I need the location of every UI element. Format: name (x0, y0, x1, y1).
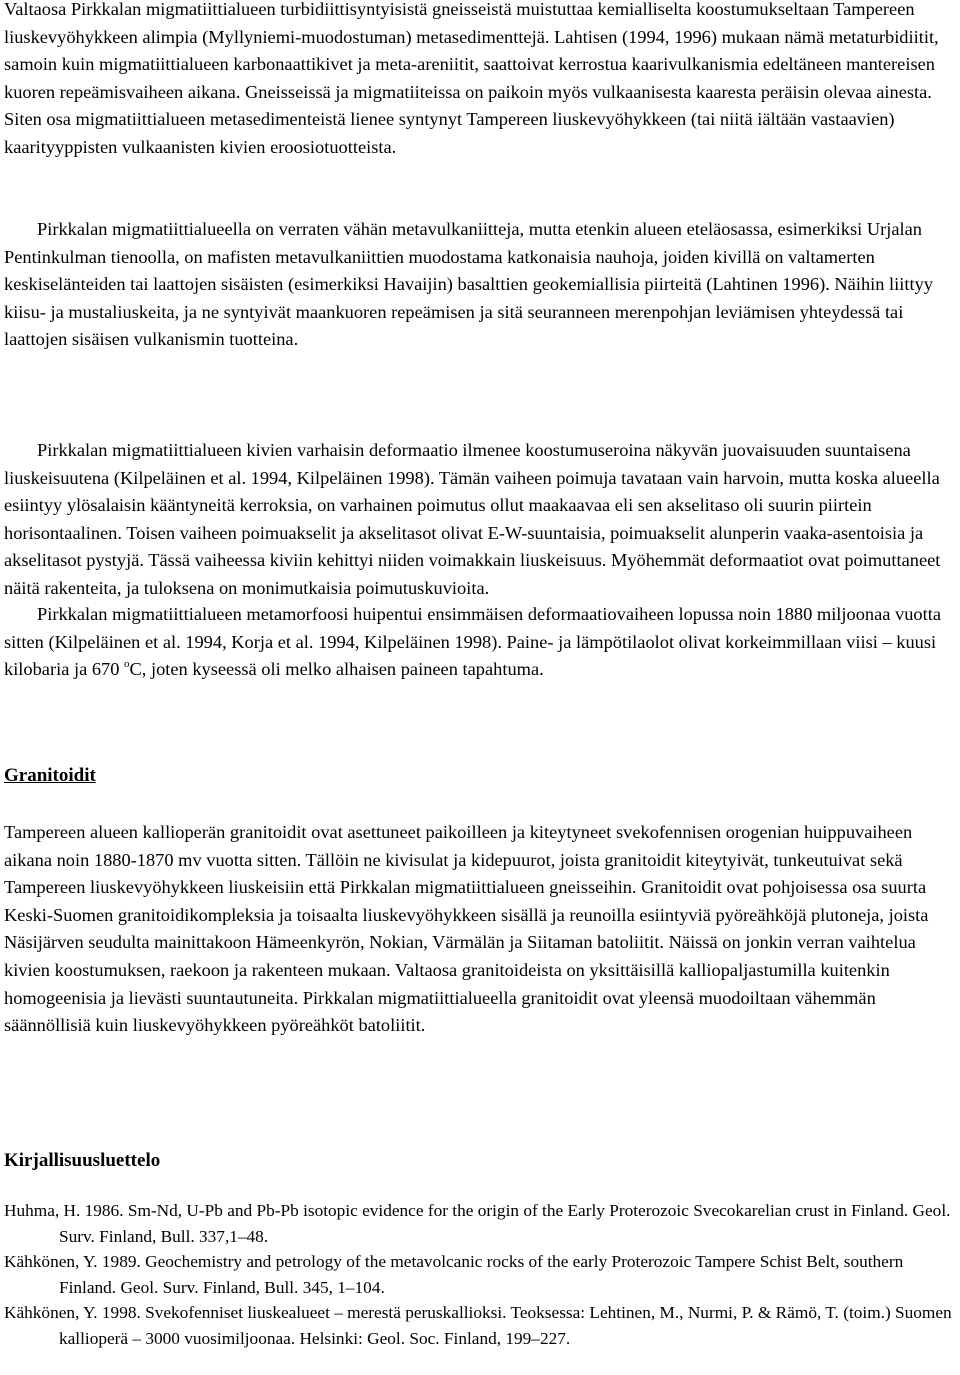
intro-paragraph-1: Valtaosa Pirkkalan migmatiittialueen turbidiittisyntyisistä gneisseistä muistuttaa kemialliselta koostumukseltaan Tampereen liuskevyöhykkeen alimpia (Myllyniemi-muodostuman) metasedimenttejä. Lahtisen (1994, 1996) mukaan nämä metaturbidiitit, samoin kuin migmatiittialueen karbonaattikivet ja meta-areniitit, saattoivat kerrostua kaarivulkanismia edeltäneen mantereisen kuoren repeämisvaiheen aikana. Gneisseissä ja migmatiiteissa on paikoin myös vulkaanisesta kaaresta peräisin olevaa ainesta. Siten osa migmatiittialueen metasedimenteistä lienee syntynyt Tampereen liuskevyöhykkeen (tai niitä iältään vastaavien) kaarityyppisten vulkaanisten kivien eroosiotuotteista. (4, 0, 939, 157)
reference-item: Huhma, H. 1986. Sm-Nd, U-Pb and Pb-Pb isotopic evidence for the origin of the Early Proterozoic Svecokarelian crust in Finland. Geol. Surv. Finland, Bull. 337,1–48. (4, 1201, 951, 1246)
intro-paragraph-4-text-b: C, joten kyseessä oli melko alhaisen paineen tapahtuma. (129, 659, 544, 680)
reference-item: Kähkönen, Y. 1998. Svekofenniset liuskealueet – merestä peruskallioksi. Teoksessa: Lehtinen, M., Nurmi, P. & Rämö, T. (toim.) Suomen kallioperä – 3000 vuosimiljoonaa. Helsinki: Geol. Soc. Finland, 199–227. (4, 1303, 952, 1348)
intro-paragraph-3: Pirkkalan migmatiittialueen kivien varhaisin deformaatio ilmenee koostumuseroina näkyvän juovaisuuden suuntaisena liuskeisuutena (Kilpeläinen et al. 1994, Kilpeläinen 1998). Tämän vaiheen poimuja tavataan vain harvoin, mutta koska alueella esiintyy ylösalaisin kääntyneitä kerroksia, on varhainen poimutus ollut maakaavaa eli sen akselitaso oli suurin piirtein horisontaalinen. Toisen vaiheen poimuakselit ja akselitasot olivat E-W-suuntaisia, poimuakselit alunperin vaaka-asentoisia ja akselitasot pystyjä. Tässä vaiheessa kiviin kehittyi niiden voimakkain liuskeisuus. Myöhemmät deformaatiot ovat poimuttaneet näitä rakenteita, ja tuloksena on monimutkaisia poimutuskuvioita. (4, 440, 941, 598)
intro-paragraph-4 (4, 601, 957, 684)
degree-superscript: o (124, 658, 130, 671)
section-heading-references: Kirjallisuusluettelo (4, 1150, 161, 1171)
reference-list (4, 1198, 959, 1351)
section-heading-granitoidit: Granitoidit (4, 765, 96, 786)
reference-item: Kähkönen, Y. 1989. Geochemistry and petrology of the metavolcanic rocks of the early Proterozoic Tampere Schist Belt, southern Finland. Geol. Surv. Finland, Bull. 345, 1–104. (4, 1252, 904, 1297)
intro-paragraph-4-text-a: Pirkkalan migmatiittialueen metamorfoosi huipentui ensimmäisen deformaatiovaiheen lopussa noin 1880 miljoonaa vuotta sitten (Kilpeläinen et al. 1994, Korja et al. 1994, Kilpeläinen 1998). Paine- ja lämpötilaolot olivat korkeimmillaan viisi – kuusi kilobaria ja 670 (4, 604, 942, 680)
granitoidit-paragraph: Tampereen alueen kallioperän granitoidit ovat asettuneet paikoilleen ja kiteytyneet svekofennisen orogenian huippuvaiheen aikana noin 1880-1870 mv vuotta sitten. Tällöin ne kivisulat ja kidepuurot, joista granitoidit kiteytyivät, tunkeutuivat sekä Tampereen liuskevyöhykkeen liuskeisiin että Pirkkalan migmatiittialueen gneisseihin. Granitoidit ovat pohjoisessa osa suurta Keski-Suomen granitoidikompleksia ja toisaalta liuskevyöhykkeen sisällä ja reunoilla esiintyviä pyöreähköjä plutoneja, joista Näsijärven seudulta mainittakoon Hämeenkyrön, Nokian, Värmälän ja Siitaman batoliitit. Näissä on jonkin verran vaihtelua kivien koostumuksen, raekoon ja rakenteen mukaan. Valtaosa granitoideista on yksittäisillä kalliopaljastumilla kuitenkin homogeenisia ja lievästi suuntautuneita. Pirkkalan migmatiittialueella granitoidit ovat yleensä muodoiltaan vähemmän säännöllisiä kuin liuskevyöhykkeen pyöreähköt batoliitit. (4, 822, 929, 1036)
intro-paragraph-2: Pirkkalan migmatiittialueella on verraten vähän metavulkaniitteja, mutta etenkin alueen eteläosassa, esimerkiksi Urjalan Pentinkulman tienoolla, on mafisten metavulkaniittien muodostama katkonaisia nauhoja, joiden kivillä on valtamerten keskiselänteiden tai laattojen sisäisten (esimerkiksi Havaijin) basalttien geokemiallisia piirteitä (Lahtinen 1996). Näihin liittyy kiisu- ja mustaliuskeita, ja ne syntyivät maankuoren repeämisen ja sitä seuranneen merenpohjan leviämisen yhteydessä tai laattojen sisäisen vulkanismin tuotteina. (4, 219, 933, 350)
